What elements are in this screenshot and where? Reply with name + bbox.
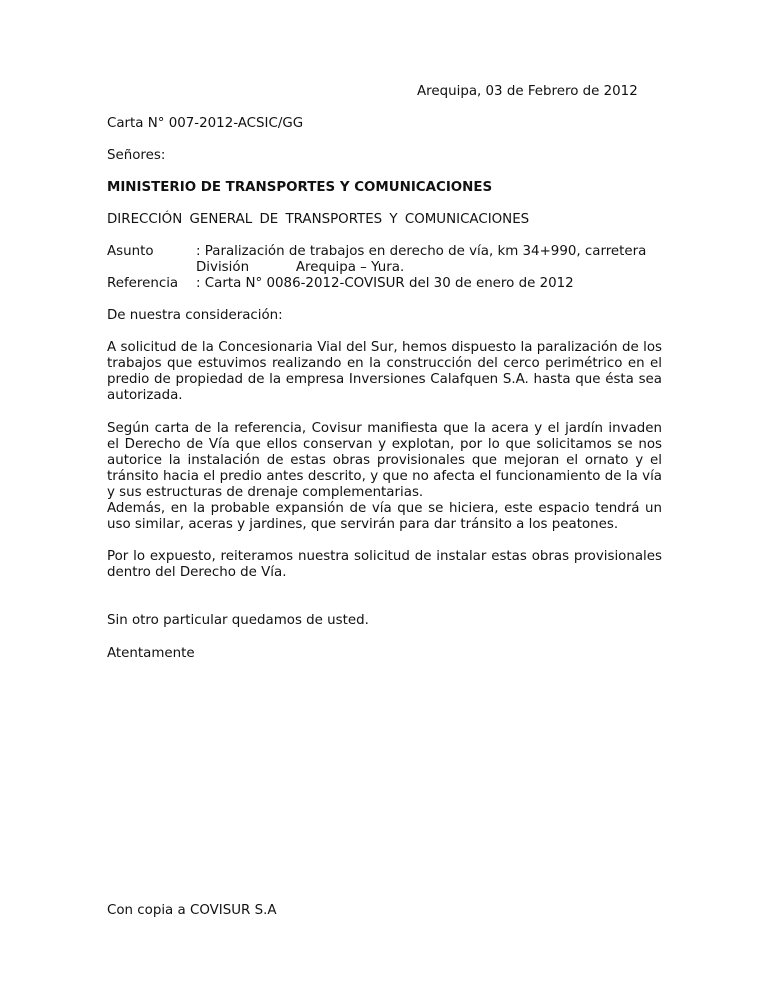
closing-line: Sin otro particular quedamos de usted. bbox=[107, 613, 369, 628]
body-paragraph: Además, en la probable expansión de vía que se hiciera, este espacio tendrá un uso similar, aceras y jardines, que servirán para dar tránsito a los peatones. bbox=[107, 501, 662, 532]
letter-date: Arequipa, 03 de Febrero de 2012 bbox=[417, 84, 638, 99]
body-paragraph: Según carta de la referencia, Covisur manifiesta que la acera y el jardín invaden el Derecho de Vía que ellos conservan y explotan, por lo que solicitamos se nos autorice la instalación de estas obras provisionales que mejoran el ornato y el tránsito hacia el predio antes descrito, y que no afecta el funcionamiento de la vía y sus estructuras de drenaje complementarias. bbox=[107, 421, 662, 500]
subject-value-line1: : Paralización de trabajos en derecho de vía, km 34+990, carretera bbox=[196, 244, 647, 259]
body-paragraph: A solicitud de la Concesionaria Vial del Sur, hemos dispuesto la paralización de los trabajos que estuvimos realizando en la construcción del cerco perimétrico en el predio de propiedad de la empresa Inversiones Calafquen S.A. hasta que ésta sea autorizada. bbox=[107, 340, 662, 403]
reference-row bbox=[107, 276, 662, 292]
salutation: Señores: bbox=[107, 148, 166, 163]
subject-label: Asunto bbox=[107, 244, 154, 259]
copy-to-line: Con copia a COVISUR S.A bbox=[107, 903, 277, 918]
regards: Atentamente bbox=[107, 646, 195, 661]
subject-value-line2: División Arequipa – Yura. bbox=[196, 260, 405, 275]
recipient-name: MINISTERIO DE TRANSPORTES Y COMUNICACIONES bbox=[107, 180, 493, 195]
recipient-department: DIRECCIÓN GENERAL DE TRANSPORTES Y COMUNICACIONES bbox=[107, 212, 530, 227]
body-paragraph: Por lo expuesto, reiteramos nuestra solicitud de instalar estas obras provisionales dentro del Derecho de Vía. bbox=[107, 549, 662, 580]
reference-label: Referencia bbox=[107, 276, 179, 291]
subject-row bbox=[107, 244, 662, 260]
greeting: De nuestra consideración: bbox=[107, 308, 283, 323]
reference-value: : Carta N° 0086-2012-COVISUR del 30 de enero de 2012 bbox=[196, 276, 574, 291]
subject-reference-block bbox=[107, 244, 662, 292]
letter-number: Carta N° 007-2012-ACSIC/GG bbox=[107, 116, 304, 131]
subject-row-continued bbox=[107, 260, 662, 276]
